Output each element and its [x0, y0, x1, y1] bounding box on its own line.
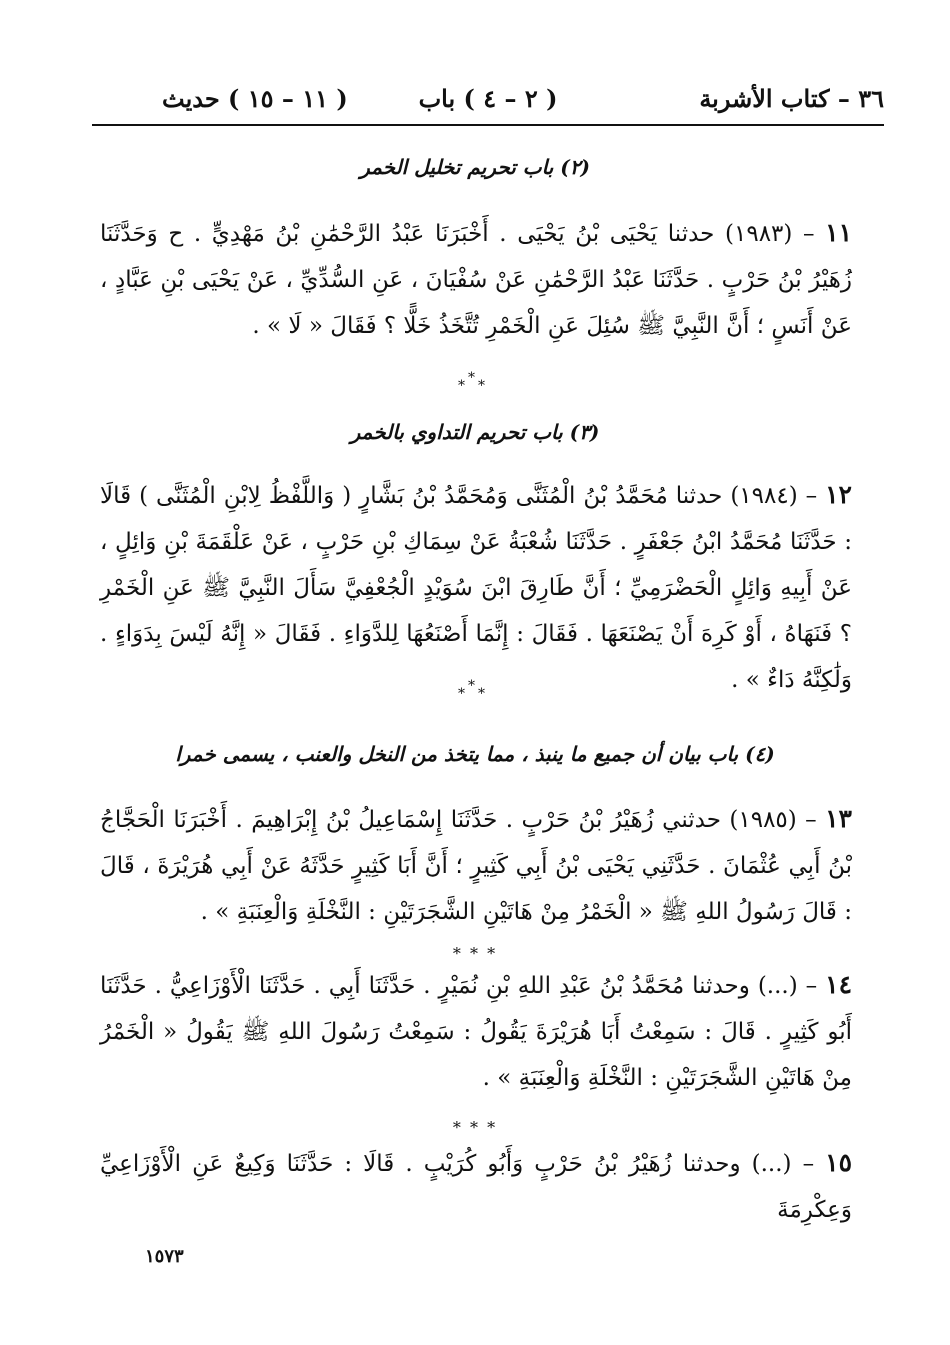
- hadith-15: [100, 1140, 852, 1233]
- hadith-13: [100, 796, 852, 935]
- header-hadith-range: ( ١١ – ١٥ ) حديث: [162, 84, 348, 113]
- separator-stars: [455, 370, 495, 394]
- header-chapter-range: ( ٢ – ٤ ) باب: [418, 84, 558, 113]
- star: *: [478, 378, 485, 394]
- section-heading: (٤) باب بيان أن جميع ما ينبذ ، مما يتخذ من النخل والعنب ، يسمى خمرا: [175, 742, 775, 766]
- star: *: [468, 678, 475, 694]
- star: *: [458, 378, 465, 394]
- hadith-number: ١٢: [825, 480, 852, 509]
- separator-stars: * * *: [452, 944, 498, 963]
- section-heading: (٣) باب تحريم التداوي بالخمر: [350, 420, 600, 444]
- hadith-text: – (١٩٨٣) حدثنا يَحْيَى بْنُ يَحْيَى . أَخْبَرَنَا عَبْدُ الرَّحْمَٰنِ بْنُ مَهْدِيٍّ . ح وَحَدَّثَنَا زُهَيْرُ بْنُ حَرْبٍ . حَدَّثَنَا عَبْدُ الرَّحْمَٰنِ عَنْ سُفْيَانَ ، عَنِ السُّدِّيِّ ، عَنْ يَحْيَى بْنِ عَبَّادٍ ، عَنْ أَنَسٍ ؛ أَنَّ النَّبِيَّ ﷺ سُئِلَ عَنِ الْخَمْرِ تُتَّخَذُ خَلًّا ؟ فَقَالَ « لَا » .: [100, 221, 852, 339]
- section-heading: (٢) باب تحريم تخليل الخمر: [360, 155, 590, 179]
- hadith-11: [100, 210, 852, 349]
- hadith-12: [100, 472, 852, 703]
- star: *: [468, 370, 475, 386]
- hadith-text: – (...) وحدثنا زُهَيْرُ بْنُ حَرْبٍ وَأَبُو كُرَيْبٍ . قَالَا : حَدَّثَنَا وَكِيعٌ عَنِ الْأَوْزَاعِيِّ وَعِكْرِمَةَ: [100, 1151, 852, 1223]
- star: *: [458, 686, 465, 702]
- hadith-text: – (...) وحدثنا مُحَمَّدُ بْنُ عَبْدِ اللهِ بْنِ نُمَيْرٍ . حَدَّثَنَا أَبِي . حَدَّثَنَا الْأَوْزَاعِيُّ . حَدَّثَنَا أَبُو كَثِيرٍ . قَالَ : سَمِعْتُ أَبَا هُرَيْرَةَ يَقُولُ : سَمِعْتُ رَسُولَ اللهِ ﷺ يَقُولُ « الْخَمْرُ مِنْ هَاتَيْنِ الشَّجَرَتَيْنِ : النَّخْلَةِ وَالْعِنَبَةِ » .: [100, 973, 852, 1091]
- hadith-number: ١١: [825, 218, 852, 247]
- page-number: ١٥٧٣: [145, 1246, 184, 1267]
- hadith-text: – (١٩٨٤) حدثنا مُحَمَّدُ بْنُ الْمُثَنَّى وَمُحَمَّدُ بْنُ بَشَّارٍ ( وَاللَّفْظُ لِابْنِ الْمُثَنَّى ) قَالَا : حَدَّثَنَا مُحَمَّدُ ابْنُ جَعْفَرٍ . حَدَّثَنَا شُعْبَةُ عَنْ سِمَاكِ بْنِ حَرْبٍ ، عَنْ عَلْقَمَةَ بْنِ وَائِلٍ ، عَنْ أَبِيهِ وَائِلٍ الْحَضْرَمِيِّ ؛ أَنَّ طَارِقَ ابْنَ سُوَيْدٍ الْجُعْفِيَّ سَأَلَ النَّبِيَّ ﷺ عَنِ الْخَمْرِ ؟ فَنَهَاهُ ، أَوْ كَرِهَ أَنْ يَصْنَعَهَا . فَقَالَ : إِنَّمَا أَصْنَعُهَا لِلدَّوَاءِ . فَقَالَ « إِنَّهُ لَيْسَ بِدَوَاءٍ . وَلَٰكِنَّهُ دَاءٌ » .: [100, 483, 852, 693]
- hadith-text: – (١٩٨٥) حدثني زُهَيْرُ بْنُ حَرْبٍ . حَدَّثَنَا إِسْمَاعِيلُ بْنُ إِبْرَاهِيمَ . أَخْبَرَنَا الْحَجَّاجُ بْنُ أَبِي عُثْمَانَ . حَدَّثَنِي يَحْيَى بْنُ أَبِي كَثِيرٍ ؛ أَنَّ أَبَا كَثِيرٍ حَدَّثَهُ عَنْ أَبِي هُرَيْرَةَ ، قَالَ : قَالَ رَسُولُ اللهِ ﷺ « الْخَمْرُ مِنْ هَاتَيْنِ الشَّجَرَتَيْنِ : النَّخْلَةِ وَالْعِنَبَةِ » .: [100, 807, 852, 925]
- header-book-title: ٣٦ – كتاب الأشربة: [699, 84, 884, 113]
- hadith-number: ١٤: [825, 970, 852, 999]
- hadith-number: ١٣: [825, 804, 852, 833]
- hadith-number: ١٥: [825, 1148, 853, 1177]
- star: *: [478, 686, 485, 702]
- running-header: [92, 82, 884, 120]
- separator-stars: * * *: [452, 1118, 498, 1137]
- separator-stars: [455, 678, 495, 702]
- hadith-14: [100, 962, 852, 1101]
- header-rule: [92, 124, 884, 126]
